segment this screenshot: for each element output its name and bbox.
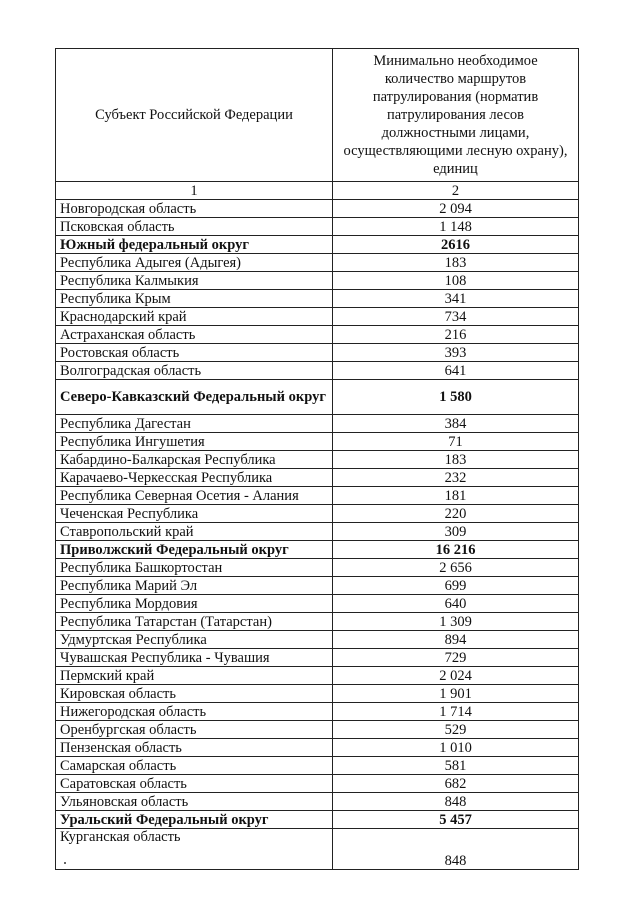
table-row-district — [56, 541, 579, 559]
table-header-row — [56, 49, 579, 182]
route-count-cell: 1 010 — [333, 739, 579, 757]
table-row — [56, 505, 579, 523]
route-count-cell: 2 094 — [333, 200, 579, 218]
subject-name-cell: Республика Калмыкия — [56, 272, 333, 290]
route-count-cell: 5 457 — [333, 811, 579, 829]
table-row — [56, 667, 579, 685]
column-number-2: 2 — [333, 182, 579, 200]
subject-name-cell: Ставропольский край — [56, 523, 333, 541]
route-count-cell: 529 — [333, 721, 579, 739]
subject-name-cell: Пермский край — [56, 667, 333, 685]
subject-name-cell: Северо-Кавказский Федеральный округ — [56, 380, 333, 415]
table-row — [56, 577, 579, 595]
route-count-cell: 183 — [333, 451, 579, 469]
subject-name-cell: Южный федеральный округ — [56, 236, 333, 254]
subject-name-cell: Республика Марий Эл — [56, 577, 333, 595]
subject-name-cell: Саратовская область — [56, 775, 333, 793]
subject-name-cell: Республика Крым — [56, 290, 333, 308]
header-routes: Минимально необходимое количество маршрутов патрулирования (норматив патрулирования лесов должностными лицами, осуществляющими лесную охрану), единиц — [333, 49, 579, 182]
route-count-cell: 220 — [333, 505, 579, 523]
table-row — [56, 308, 579, 326]
subject-name-cell: Ростовская область — [56, 344, 333, 362]
table-row — [56, 559, 579, 577]
subject-name-cell: Чувашская Республика - Чувашия — [56, 649, 333, 667]
route-count-cell: 641 — [333, 362, 579, 380]
route-count-cell: 2 024 — [333, 667, 579, 685]
route-count-cell: 699 — [333, 577, 579, 595]
subject-name-cell: Нижегородская область — [56, 703, 333, 721]
table-row — [56, 326, 579, 344]
table-row — [56, 290, 579, 308]
subject-name-cell: Уральский Федеральный округ — [56, 811, 333, 829]
table-row — [56, 721, 579, 739]
table-row — [56, 631, 579, 649]
subject-name-cell: Кировская область — [56, 685, 333, 703]
route-count-cell: 108 — [333, 272, 579, 290]
route-count-cell: 341 — [333, 290, 579, 308]
table-row — [56, 344, 579, 362]
subject-name-cell: Республика Татарстан (Татарстан) — [56, 613, 333, 631]
subject-name-cell: Республика Северная Осетия - Алания — [56, 487, 333, 505]
scan-speck — [64, 862, 66, 864]
subject-name-cell: Астраханская область — [56, 326, 333, 344]
subject-name-cell: Карачаево-Черкесская Республика — [56, 469, 333, 487]
table-row — [56, 829, 579, 870]
route-count-cell: 1 714 — [333, 703, 579, 721]
subject-name-cell: Республика Башкортостан — [56, 559, 333, 577]
subject-name-cell: Самарская область — [56, 757, 333, 775]
subject-name-cell: Кабардино-Балкарская Республика — [56, 451, 333, 469]
route-count-cell: 2 656 — [333, 559, 579, 577]
route-count-cell: 581 — [333, 757, 579, 775]
table-row — [56, 200, 579, 218]
subject-name-cell: Новгородская область — [56, 200, 333, 218]
subject-name-cell: Приволжский Федеральный округ — [56, 541, 333, 559]
table-row — [56, 739, 579, 757]
route-count-cell: 384 — [333, 415, 579, 433]
route-count-cell: 216 — [333, 326, 579, 344]
subject-name-cell: Ульяновская область — [56, 793, 333, 811]
table-row — [56, 703, 579, 721]
route-count-cell: 1 901 — [333, 685, 579, 703]
subject-name-cell: Оренбургская область — [56, 721, 333, 739]
patrol-routes-table — [55, 48, 579, 870]
route-count-cell: 848 — [333, 793, 579, 811]
table-row — [56, 757, 579, 775]
route-count-cell: 682 — [333, 775, 579, 793]
subject-name-cell: Республика Адыгея (Адыгея) — [56, 254, 333, 272]
table-row — [56, 218, 579, 236]
table-row-district — [56, 236, 579, 254]
route-count-cell: 734 — [333, 308, 579, 326]
subject-name-cell: Удмуртская Республика — [56, 631, 333, 649]
subject-name-cell: Республика Дагестан — [56, 415, 333, 433]
table-row — [56, 415, 579, 433]
subject-name-cell: Курганская область — [56, 829, 333, 870]
route-count-cell: 309 — [333, 523, 579, 541]
route-count-cell: 393 — [333, 344, 579, 362]
column-number-1: 1 — [56, 182, 333, 200]
column-number-row — [56, 182, 579, 200]
subject-name-cell: Республика Ингушетия — [56, 433, 333, 451]
table-row — [56, 775, 579, 793]
subject-name-cell: Псковская область — [56, 218, 333, 236]
table-row — [56, 649, 579, 667]
route-count-cell: 729 — [333, 649, 579, 667]
route-count-cell: 1 580 — [333, 380, 579, 415]
route-count-cell: 2616 — [333, 236, 579, 254]
route-count-cell: 181 — [333, 487, 579, 505]
table-row — [56, 469, 579, 487]
table-row — [56, 793, 579, 811]
table-row — [56, 433, 579, 451]
subject-name-cell: Республика Мордовия — [56, 595, 333, 613]
route-count-cell: 894 — [333, 631, 579, 649]
table-row-district — [56, 380, 579, 415]
header-subject: Субъект Российской Федерации — [56, 49, 333, 182]
route-count-cell: 232 — [333, 469, 579, 487]
table-row — [56, 685, 579, 703]
table-row — [56, 595, 579, 613]
table-row — [56, 523, 579, 541]
table-row-district — [56, 811, 579, 829]
table-row — [56, 272, 579, 290]
subject-name-cell: Пензенская область — [56, 739, 333, 757]
table-row — [56, 613, 579, 631]
subject-name-cell: Волгоградская область — [56, 362, 333, 380]
subject-name-cell: Чеченская Республика — [56, 505, 333, 523]
route-count-cell: 640 — [333, 595, 579, 613]
subject-name-cell: Краснодарский край — [56, 308, 333, 326]
table-body — [56, 200, 579, 870]
route-count-cell: 848 — [333, 829, 579, 870]
table-row — [56, 254, 579, 272]
route-count-cell: 1 148 — [333, 218, 579, 236]
table-row — [56, 451, 579, 469]
table-row — [56, 362, 579, 380]
route-count-cell: 1 309 — [333, 613, 579, 631]
route-count-cell: 16 216 — [333, 541, 579, 559]
route-count-cell: 71 — [333, 433, 579, 451]
route-count-cell: 183 — [333, 254, 579, 272]
table-row — [56, 487, 579, 505]
